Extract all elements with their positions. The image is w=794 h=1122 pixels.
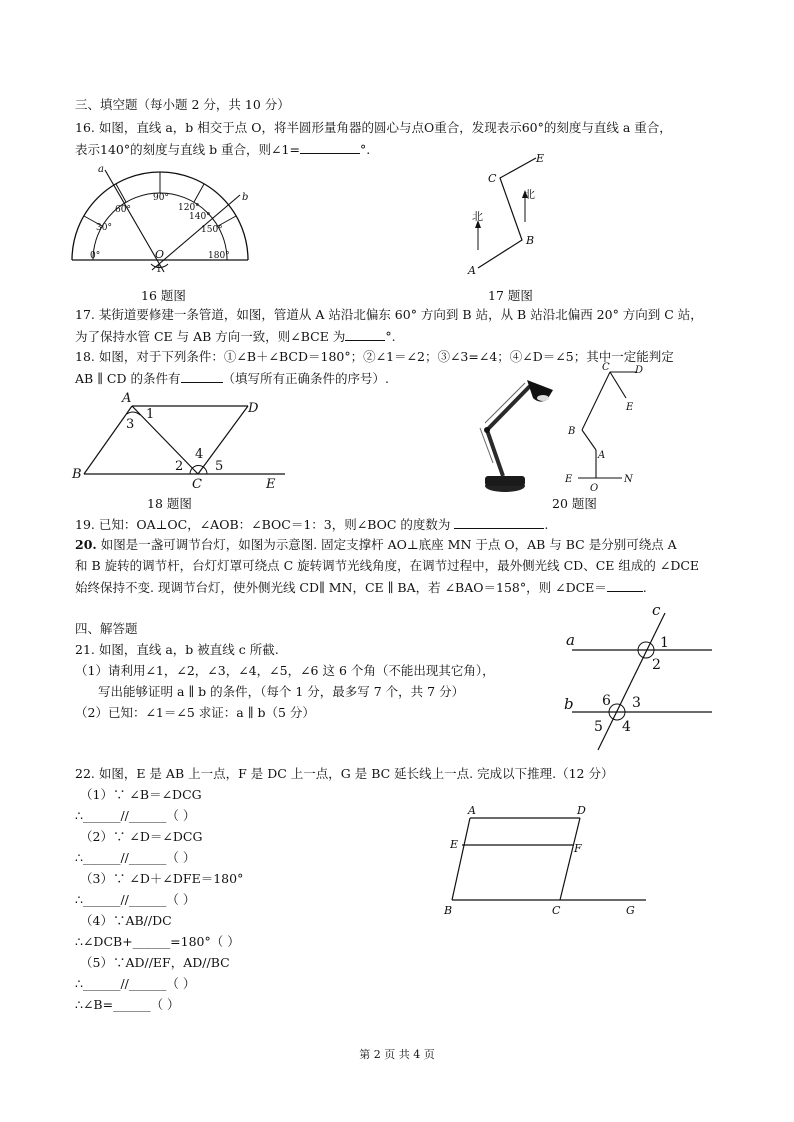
q16-line1: 16. 如图，直线 a，b 相交于点 O，将半圆形量角器的圆心与点O重合，发现表示60°的刻度与直线 a 重合，: [75, 120, 672, 135]
fig16-label-b: b: [242, 192, 249, 203]
fig16-tick-140: 140°: [189, 212, 211, 222]
fig18-angle-5: 5: [215, 459, 224, 474]
fig18-label-b: B: [72, 467, 82, 482]
fig21-angle-4: 4: [622, 719, 631, 735]
fig17-north-b: 北: [524, 188, 535, 201]
q20-answer-blank[interactable]: [607, 579, 643, 592]
fig21-angle-1: 1: [660, 635, 669, 651]
q20-line2: 和 B 旋转的调节杆，台灯灯罩可绕点 C 旋转调节光线角度，在调节过程中，最外侧光线 CD、CE 组成的 ∠DCE: [75, 558, 700, 573]
fig22-label-e: E: [450, 838, 459, 851]
page-footer: 第 2 页 共 4 页: [359, 1048, 435, 1061]
fig21-label-c: c: [652, 601, 661, 619]
fig20-label-e: E: [626, 402, 634, 413]
q18-line1: 18. 如图，对于下列条件：①∠B＋∠BCD＝180°；②∠1＝∠2；③∠3=∠4；④∠D＝∠5；其中一定能判定: [75, 349, 674, 364]
fig16-tick-60: 60°: [115, 205, 131, 215]
fig20-label-b: B: [568, 426, 576, 437]
q22-step-11: ∴∠B=______（ ）: [75, 997, 180, 1012]
fig17-label-e: E: [536, 152, 545, 165]
fig16-tick-30: 30°: [96, 223, 112, 233]
fig20-caption: 20 题图: [552, 496, 597, 511]
q22-step-6: ∴______//______（ ）: [75, 892, 196, 907]
figure-18-trapezoid: [70, 388, 300, 493]
q20-line3: 始终保持不变. 现调节台灯，使外侧光线 CD∥ MN，CE ∥ BA，若 ∠BAO＝158°，则 ∠DCE＝ .: [75, 580, 647, 595]
fig22-label-b: B: [444, 904, 453, 917]
fig18-angle-4: 4: [195, 447, 204, 462]
q21-line4: （2）已知：∠1＝∠5 求证：a ∥ b（5 分）: [75, 705, 315, 720]
fig21-label-a: a: [566, 631, 575, 649]
q22-step-10: ∴______//______（ ）: [75, 976, 196, 991]
q22-step-9: （5）∵AD//EF，AD//BC: [80, 955, 230, 970]
fig20-label-m: E: [565, 474, 573, 485]
q22-step-4: ∴______//______（ ）: [75, 850, 196, 865]
q17-line2: 为了保持水管 CE 与 AB 方向一致，则∠BCE 为 °.: [75, 329, 396, 344]
fig18-angle-2: 2: [175, 459, 184, 474]
q19-line: 19. 已知：OA⊥OC，∠AOB：∠BOC＝1：3，则∠BOC 的度数为 .: [75, 517, 549, 532]
q21-line3: 写出能够证明 a ∥ b 的条件，（每个 1 分，最多写 7 个，共 7 分）: [98, 684, 465, 699]
fig22-label-c: C: [552, 904, 561, 917]
fig16-tick-90: 90°: [153, 193, 169, 203]
q18-line2: AB ∥ CD 的条件有 （填写所有正确条件的序号）.: [75, 371, 389, 386]
q22-line1: 22. 如图，E 是 AB 上一点，F 是 DC 上一点，G 是 BC 延长线上一点. 完成以下推理.（12 分）: [75, 766, 614, 781]
fig20-label-c: C: [602, 362, 610, 373]
fig21-angle-5: 5: [594, 719, 603, 735]
fig17-label-a: A: [468, 264, 476, 277]
fig21-angle-3: 3: [632, 695, 641, 711]
fig18-label-a: A: [122, 391, 132, 406]
fig20-label-d: D: [635, 365, 644, 376]
q21-line2: （1）请利用∠1，∠2，∠3，∠4，∠5，∠6 这 6 个角（不能出现其它角），: [75, 663, 495, 678]
q22-step-3: （2）∵ ∠D＝∠DCG: [80, 829, 203, 844]
fig16-tick-0: 0°: [90, 251, 101, 261]
fig16-angle-1: 1: [156, 265, 162, 275]
fig16-tick-180: 180°: [208, 251, 230, 261]
section3-heading: 三、填空题（每小题 2 分，共 10 分）: [75, 97, 290, 112]
q21-line1: 21. 如图，直线 a，b 被直线 c 所截.: [75, 642, 279, 657]
q17-line1: 17. 某街道要修建一条管道，如图，管道从 A 站沿北偏东 60° 方向到 B 站，从 B 站沿北偏西 20° 方向到 C 站，: [75, 307, 703, 322]
fig17-label-c: C: [488, 172, 497, 185]
q18-answer-blank[interactable]: [181, 370, 223, 383]
fig18-label-e: E: [266, 477, 276, 492]
q22-step-1: （1）∵ ∠B＝∠DCG: [80, 787, 202, 802]
figure-20-lamp-schematic: [560, 360, 650, 495]
fig21-angle-6: 6: [602, 693, 611, 709]
fig18-angle-1: 1: [146, 407, 155, 422]
section4-heading: 四、解答题: [75, 621, 138, 636]
q22-step-5: （3）∵ ∠D＋∠DFE＝180°: [80, 871, 244, 886]
fig22-label-a: A: [468, 804, 476, 817]
q16-answer-blank[interactable]: [300, 141, 360, 154]
q19-answer-blank[interactable]: [454, 516, 544, 529]
fig22-label-f: F: [574, 842, 582, 855]
q20-line1: 20. 如图是一盏可调节台灯，如图为示意图. 固定支撑杆 AO⊥底座 MN 于点 O，AB 与 BC 是分别可绕点 A: [75, 537, 677, 552]
figure-21-parallel-lines: [560, 601, 720, 755]
fig22-label-g: G: [626, 904, 635, 917]
fig17-caption: 17 题图: [488, 288, 533, 303]
figure-17-pipeline: [460, 150, 580, 280]
fig18-caption: 18 题图: [147, 496, 192, 511]
fig21-angle-2: 2: [652, 657, 661, 673]
fig22-label-d: D: [577, 804, 586, 817]
figure-16-protractor: [60, 160, 270, 285]
q16-line2: 表示140°的刻度与直线 b 重合，则∠1= °.: [75, 142, 371, 157]
fig16-tick-120: 120°: [178, 203, 200, 213]
fig18-label-d: D: [248, 401, 259, 416]
q17-answer-blank[interactable]: [345, 328, 385, 341]
desk-lamp-image: [455, 368, 565, 496]
q22-step-2: ∴______//______（ ）: [75, 808, 196, 823]
fig17-label-b: B: [526, 234, 535, 247]
fig16-label-a: a: [98, 164, 104, 175]
fig20-label-n: N: [624, 474, 633, 485]
fig18-label-c: C: [192, 477, 202, 492]
fig16-tick-150: 150°: [201, 225, 223, 235]
fig16-label-o: O: [155, 248, 165, 261]
q22-step-8: ∴∠DCB+______=180°（ ）: [75, 934, 240, 949]
q22-step-7: （4）∵AB//DC: [80, 913, 172, 928]
fig17-north-a: 北: [472, 210, 483, 223]
fig20-label-a: A: [598, 450, 606, 461]
fig18-angle-3: 3: [126, 417, 135, 432]
figure-22-parallelogram: [440, 800, 660, 920]
fig21-label-b: b: [564, 695, 574, 713]
fig20-label-o: O: [590, 483, 599, 494]
fig16-caption: 16 题图: [141, 288, 186, 303]
